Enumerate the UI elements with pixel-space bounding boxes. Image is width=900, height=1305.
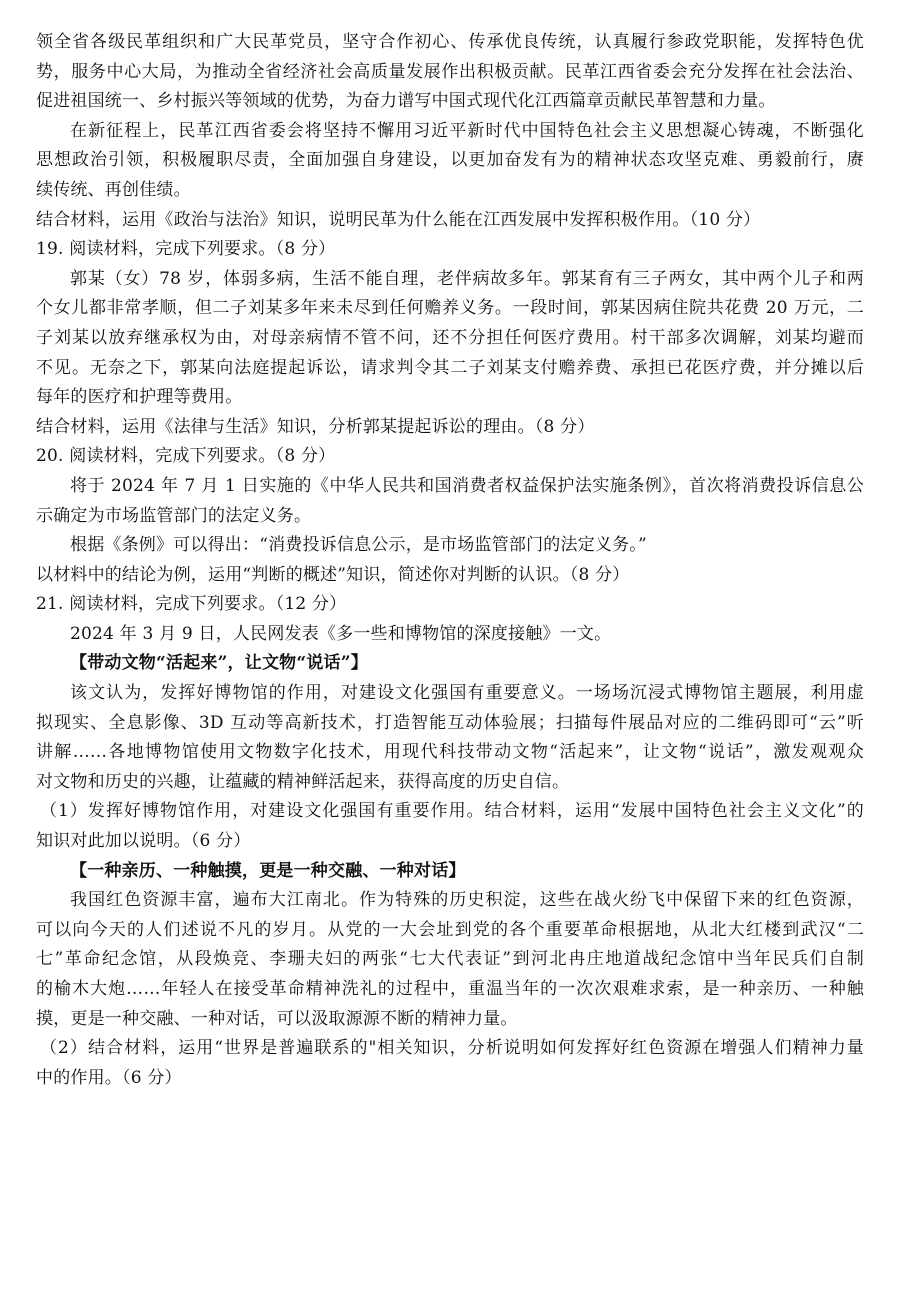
text-line: 的榆木大炮……年轻人在接受革命精神洗礼的过程中，重温当年的一次次艰难求索，是一种亲历、一种触: [36, 979, 864, 999]
text-line: 根据《条例》可以得出：“消费投诉信息公示，是市场监管部门的法定义务。”: [70, 535, 647, 556]
text-line: 结合材料，运用《政治与法治》知识，说明民革为什么能在江西发展中发挥积极作用。（10 分）: [36, 209, 761, 230]
text-line: 对文物和历史的兴趣，让蕴藏的精神鲜活起来，获得高度的历史自信。: [36, 771, 570, 792]
text-line: 领全省各级民革组织和广大民革党员，坚守合作初心、传承优良传统，认真履行参政党职能，发挥特色优: [36, 32, 864, 52]
text-line: 19. 阅读材料，完成下列要求。（8 分）: [36, 239, 336, 260]
text-line: 郭某（女）78 岁，体弱多病，生活不能自理，老伴病故多年。郭某育有三子两女，其中两个儿子和两: [70, 268, 864, 289]
text-line: 结合材料，运用《法律与生活》知识，分析郭某提起诉讼的理由。（8 分）: [36, 416, 595, 437]
text-line: 摸，更是一种交融、一种对话，可以汲取源源不断的精神力量。: [36, 1008, 518, 1029]
text-line: 在新征程上，民革江西省委会将坚持不懈用习近平新时代中国特色社会主义思想凝心铸魂，不断强化: [70, 120, 864, 141]
text-line: 拟现实、全息影像、3D 互动等高新技术，打造智能互动体验展；扫描每件展品对应的二维码即可“云”听: [36, 712, 864, 733]
text-line: 【一种亲历、一种触摸，更是一种交融、一种对话】: [70, 860, 466, 881]
text-line: 讲解……各地博物馆使用文物数字化技术，用现代科技带动文物“活起来”，让文物“说话”，激发观观众: [36, 742, 864, 763]
text-line: 续传统、再创佳绩。: [36, 179, 191, 200]
text-line: 不见。无奈之下，郭某向法庭提起诉讼，请求判令其二子刘某支付赡养费、承担已花医疗费，并分摊以后: [36, 357, 864, 378]
text-line: 该文认为，发挥好博物馆的作用，对建设文化强国有重要意义。一场场沉浸式博物馆主题展，利用虚: [70, 683, 864, 704]
text-line: 促进祖国统一、乡村振兴等领域的优势，为奋力谱写中国式现代化江西篇章贡献民革智慧和力量。: [36, 91, 776, 112]
text-line: 示确定为市场监管部门的法定义务。: [36, 505, 312, 526]
text-line: 个女儿都非常孝顺，但二子刘某多年来未尽到任何赡养义务。一段时间，郭某因病住院共花费 20 万元，二: [36, 298, 864, 319]
text-line: 思想政治引领，积极履职尽责，全面加强自身建设，以更加奋发有为的精神状态攻坚克难、勇毅前行，赓: [36, 150, 864, 171]
text-line: 【带动文物“活起来”，让文物“说话”】: [70, 653, 368, 674]
text-line: 20. 阅读材料，完成下列要求。（8 分）: [36, 446, 336, 467]
text-line: 势，服务中心大局，为推动全省经济社会高质量发展作出积极贡献。民革江西省委会充分发挥在社会法治、: [36, 61, 864, 82]
text-line: 可以向今天的人们述说不凡的岁月。从党的一大会址到党的各个重要革命根据地，从北大红楼到武汉“二: [36, 919, 864, 940]
text-line: （1）发挥好博物馆作用，对建设文化强国有重要作用。结合材料，运用“发展中国特色社会主义文化”的: [40, 801, 864, 822]
text-line: 以材料中的结论为例，运用“判断的概述”知识，简述你对判断的认识。（8 分）: [36, 564, 630, 585]
text-line: 子刘某以放弃继承权为由，对母亲病情不管不问，还不分担任何医疗费用。村干部多次调解，刘某均避而: [36, 327, 864, 348]
text-line: 21. 阅读材料，完成下列要求。（12 分）: [36, 594, 347, 615]
text-line: 每年的医疗和护理等费用。: [36, 387, 243, 408]
text-line: （2）结合材料，运用“世界是普遍联系的"相关知识，分析说明如何发挥好红色资源在增强人们精神力量: [40, 1038, 864, 1059]
text-line: 将于 2024 年 7 月 1 日实施的《中华人民共和国消费者权益保护法实施条例》，首次将消费投诉信息公: [70, 475, 864, 496]
text-line: 七”革命纪念馆，从段焕竞、李珊夫妇的两张“七大代表证”到河北冉庄地道战纪念馆中当年民兵们自制: [36, 949, 864, 970]
text-line: 中的作用。（6 分）: [36, 1067, 182, 1088]
text-line: 知识对此加以说明。（6 分）: [36, 831, 251, 852]
text-line: 我国红色资源丰富，遍布大江南北。作为特殊的历史积淀，这些在战火纷飞中保留下来的红色资源，: [70, 890, 864, 911]
exam-page: [36, 28, 864, 1093]
text-line: 2024 年 3 月 9 日，人民网发表《多一些和博物馆的深度接触》一文。: [70, 623, 612, 644]
